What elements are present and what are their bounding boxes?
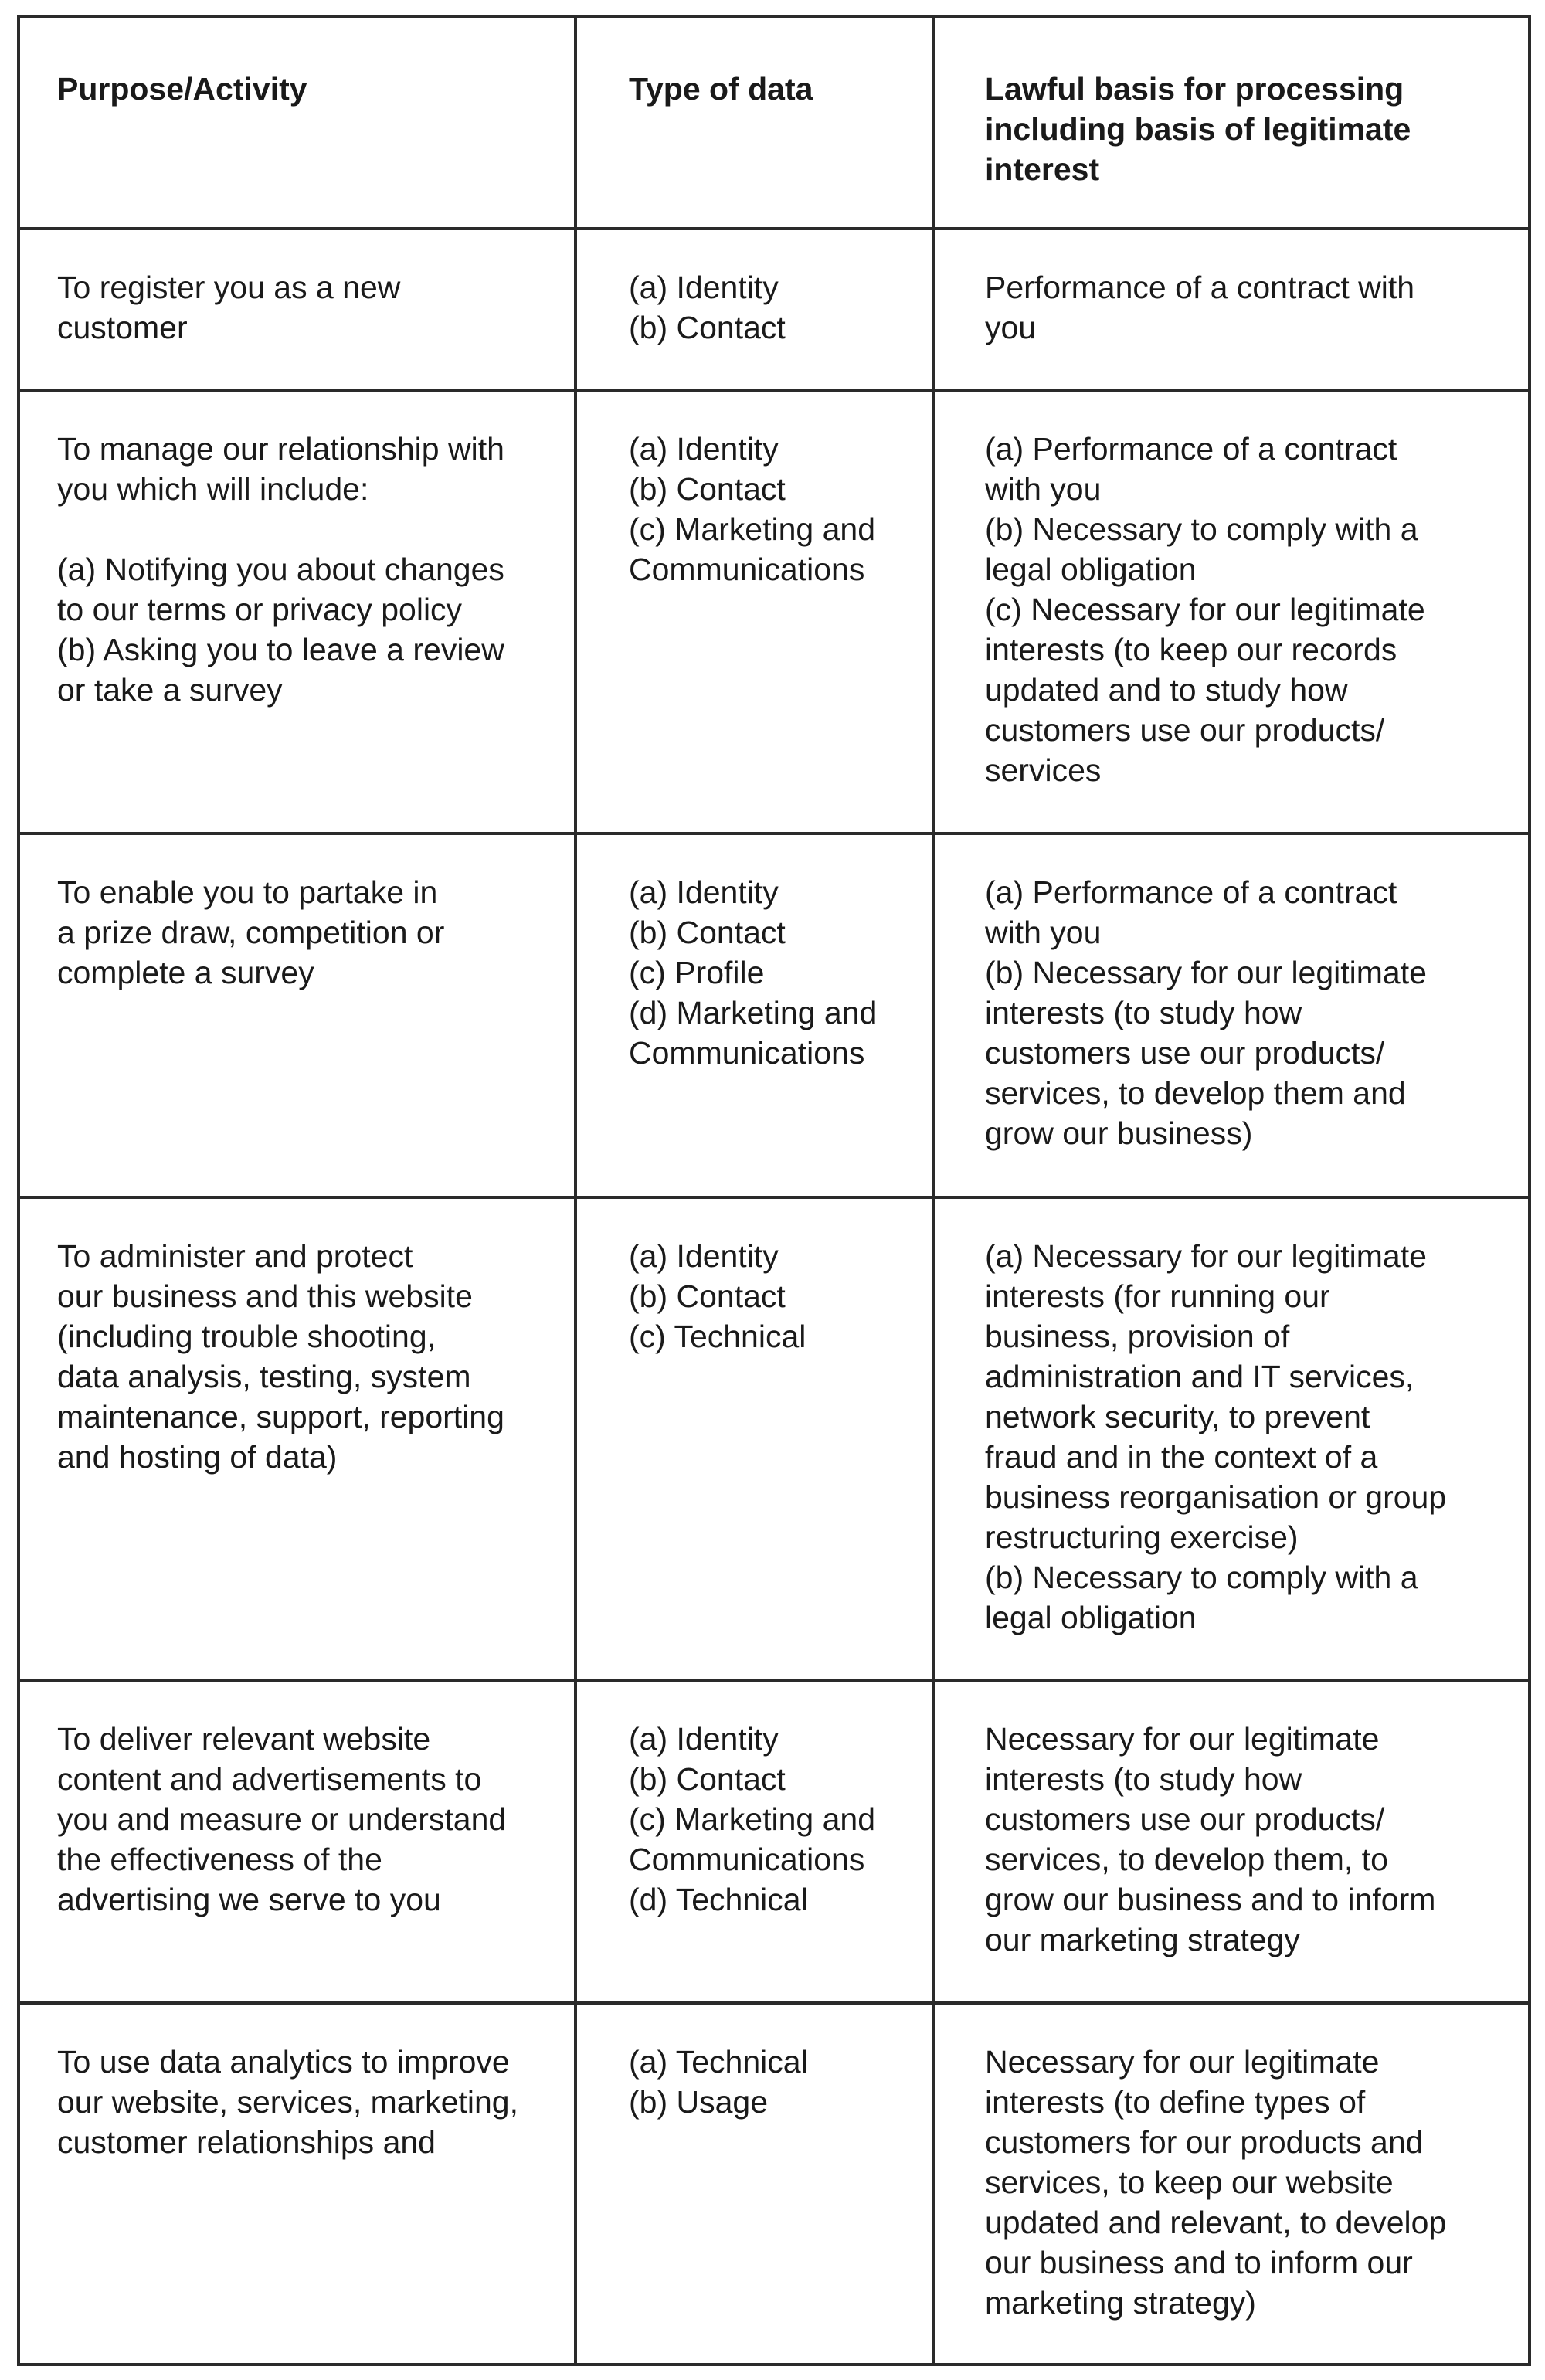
purpose-cell	[19, 1680, 576, 2003]
cell-text-line: business, provision of	[985, 1319, 1290, 1354]
type-of-data-cell	[576, 834, 934, 1197]
cell-text-line: services	[985, 752, 1102, 788]
cell-text-line: To manage our relationship with	[57, 431, 504, 467]
cell-text-line: (b) Contact	[629, 1761, 786, 1797]
cell-text-line: (b) Necessary to comply with a	[985, 511, 1418, 547]
cell-text-line: administration and IT services,	[985, 1359, 1414, 1394]
cell-text-line: (b) Contact	[629, 1278, 786, 1314]
type-of-data-cell	[576, 390, 934, 834]
cell-text-line: customers use our products/	[985, 1801, 1385, 1837]
header-row	[19, 16, 1530, 229]
cell-text-line: (b) Usage	[629, 2084, 769, 2120]
cell-text-line: or take a survey	[57, 672, 283, 708]
lawful-basis-cell	[934, 390, 1530, 834]
cell-text-line: marketing strategy)	[985, 2285, 1256, 2321]
cell-text-line: with you	[985, 471, 1102, 507]
header-purpose: Purpose/Activity	[19, 16, 576, 229]
cell-text-line: (a) Identity	[629, 874, 779, 910]
cell-text-line: Communications	[629, 552, 865, 587]
cell-text-line: Necessary for our legitimate	[985, 1721, 1380, 1757]
cell-text-line: a prize draw, competition or	[57, 915, 445, 950]
cell-text-line: to our terms or privacy policy	[57, 592, 463, 627]
cell-text-line: grow our business)	[985, 1115, 1253, 1151]
cell-text-line: interests (to keep our records	[985, 632, 1397, 667]
cell-text-line: (a) Identity	[629, 1238, 779, 1274]
cell-text-line: (d) Technical	[629, 1882, 808, 1917]
lawful-basis-cell	[934, 834, 1530, 1197]
cell-text-line: services, to keep our website	[985, 2164, 1394, 2200]
table-row	[19, 834, 1530, 1197]
cell-text-line: (a) Identity	[629, 270, 779, 305]
cell-text-line: Communications	[629, 1035, 865, 1071]
type-of-data-cell	[576, 1197, 934, 1680]
table-row	[19, 2003, 1530, 2365]
cell-text-line: you and measure or understand	[57, 1801, 507, 1837]
cell-text-line: To register you as a new	[57, 270, 401, 305]
cell-text-line: (b) Contact	[629, 471, 786, 507]
cell-text-line: customers use our products/	[985, 1035, 1385, 1071]
cell-text-line: (d) Marketing and	[629, 995, 878, 1030]
cell-text-line: and hosting of data)	[57, 1439, 338, 1475]
cell-text-line: our business and this website	[57, 1278, 473, 1314]
cell-text-line: our business and to inform our	[985, 2245, 1413, 2280]
cell-text-line: with you	[985, 915, 1102, 950]
purpose-cell	[19, 390, 576, 834]
lawful-basis-cell	[934, 2003, 1530, 2365]
cell-text-line: legal obligation	[985, 1600, 1197, 1635]
lawful-basis-cell	[934, 1197, 1530, 1680]
cell-text-line: To enable you to partake in	[57, 874, 438, 910]
cell-text-line: interests (to define types of	[985, 2084, 1366, 2120]
cell-text-line: network security, to prevent	[985, 1399, 1370, 1434]
cell-text-line: (c) Profile	[629, 955, 765, 990]
table-row	[19, 1680, 1530, 2003]
cell-text-line: updated and relevant, to develop	[985, 2205, 1447, 2240]
purpose-cell	[19, 1197, 576, 1680]
cell-text-line: fraud and in the context of a	[985, 1439, 1378, 1475]
cell-text-line: services, to develop them and	[985, 1075, 1406, 1111]
cell-text-line: maintenance, support, reporting	[57, 1399, 504, 1434]
cell-text-line: customers use our products/	[985, 712, 1385, 748]
cell-text-line: (a) Identity	[629, 1721, 779, 1757]
cell-text-line: (a) Identity	[629, 431, 779, 467]
cell-text-line: customer	[57, 310, 188, 345]
header-type-of-data: Type of data	[576, 16, 934, 229]
cell-text-line: updated and to study how	[985, 672, 1348, 708]
purpose-cell	[19, 834, 576, 1197]
cell-text-line: services, to develop them, to	[985, 1842, 1388, 1877]
cell-text-line: To deliver relevant website	[57, 1721, 431, 1757]
cell-text-line: interests (for running our	[985, 1278, 1330, 1314]
cell-text-line: (a) Performance of a contract	[985, 431, 1397, 467]
cell-text-line: you which will include:	[57, 471, 369, 507]
type-of-data-cell	[576, 229, 934, 390]
cell-text-line: Performance of a contract with	[985, 270, 1415, 305]
cell-text-line: Communications	[629, 1842, 865, 1877]
cell-text-line: To use data analytics to improve	[57, 2044, 510, 2080]
cell-text-line: our website, services, marketing,	[57, 2084, 519, 2120]
cell-text-line: (b) Necessary for our legitimate	[985, 955, 1427, 990]
paragraph-gap	[57, 509, 546, 549]
cell-text-line: (a) Performance of a contract	[985, 874, 1397, 910]
cell-text-line: (b) Contact	[629, 915, 786, 950]
cell-text-line: (c) Technical	[629, 1319, 806, 1354]
purpose-cell	[19, 2003, 576, 2365]
table-body	[19, 229, 1530, 2365]
cell-text-line: To administer and protect	[57, 1238, 413, 1274]
cell-text-line: data analysis, testing, system	[57, 1359, 471, 1394]
table-row	[19, 390, 1530, 834]
table-row	[19, 1197, 1530, 1680]
cell-text-line: Necessary for our legitimate	[985, 2044, 1380, 2080]
cell-text-line: content and advertisements to	[57, 1761, 482, 1797]
cell-text-line: (b) Asking you to leave a review	[57, 632, 504, 667]
purpose-cell	[19, 229, 576, 390]
lawful-basis-cell	[934, 229, 1530, 390]
cell-text-line: customers for our products and	[985, 2124, 1424, 2160]
cell-text-line: advertising we serve to you	[57, 1882, 441, 1917]
type-of-data-cell	[576, 2003, 934, 2365]
cell-text-line: (c) Marketing and	[629, 1801, 876, 1837]
cell-text-line: (a) Technical	[629, 2044, 808, 2080]
cell-text-line: legal obligation	[985, 552, 1197, 587]
cell-text-line: the effectiveness of the	[57, 1842, 382, 1877]
cell-text-line: interests (to study how	[985, 1761, 1302, 1797]
cell-text-line: grow our business and to inform	[985, 1882, 1436, 1917]
lawful-basis-table-wrapper	[17, 15, 1528, 2366]
cell-text-line: (c) Marketing and	[629, 511, 876, 547]
lawful-basis-cell	[934, 1680, 1530, 2003]
type-of-data-cell	[576, 1680, 934, 2003]
cell-text-line: restructuring exercise)	[985, 1519, 1299, 1555]
cell-text-line: you	[985, 310, 1037, 345]
cell-text-line: (c) Necessary for our legitimate	[985, 592, 1425, 627]
cell-text-line: (b) Contact	[629, 310, 786, 345]
cell-text-line: (including trouble shooting,	[57, 1319, 436, 1354]
cell-text-line: interests (to study how	[985, 995, 1302, 1030]
cell-text-line: our marketing strategy	[985, 1922, 1300, 1957]
header-lawful-basis: Lawful basis for processing including basis of legitimate interest	[934, 16, 1530, 229]
lawful-basis-table	[17, 15, 1531, 2366]
cell-text-line: (a) Necessary for our legitimate	[985, 1238, 1427, 1274]
table-row	[19, 229, 1530, 390]
cell-text-line: (b) Necessary to comply with a	[985, 1560, 1418, 1595]
cell-text-line: (a) Notifying you about changes	[57, 552, 504, 587]
cell-text-line: complete a survey	[57, 955, 314, 990]
cell-text-line: customer relationships and	[57, 2124, 436, 2160]
cell-text-line: business reorganisation or group	[985, 1479, 1447, 1515]
